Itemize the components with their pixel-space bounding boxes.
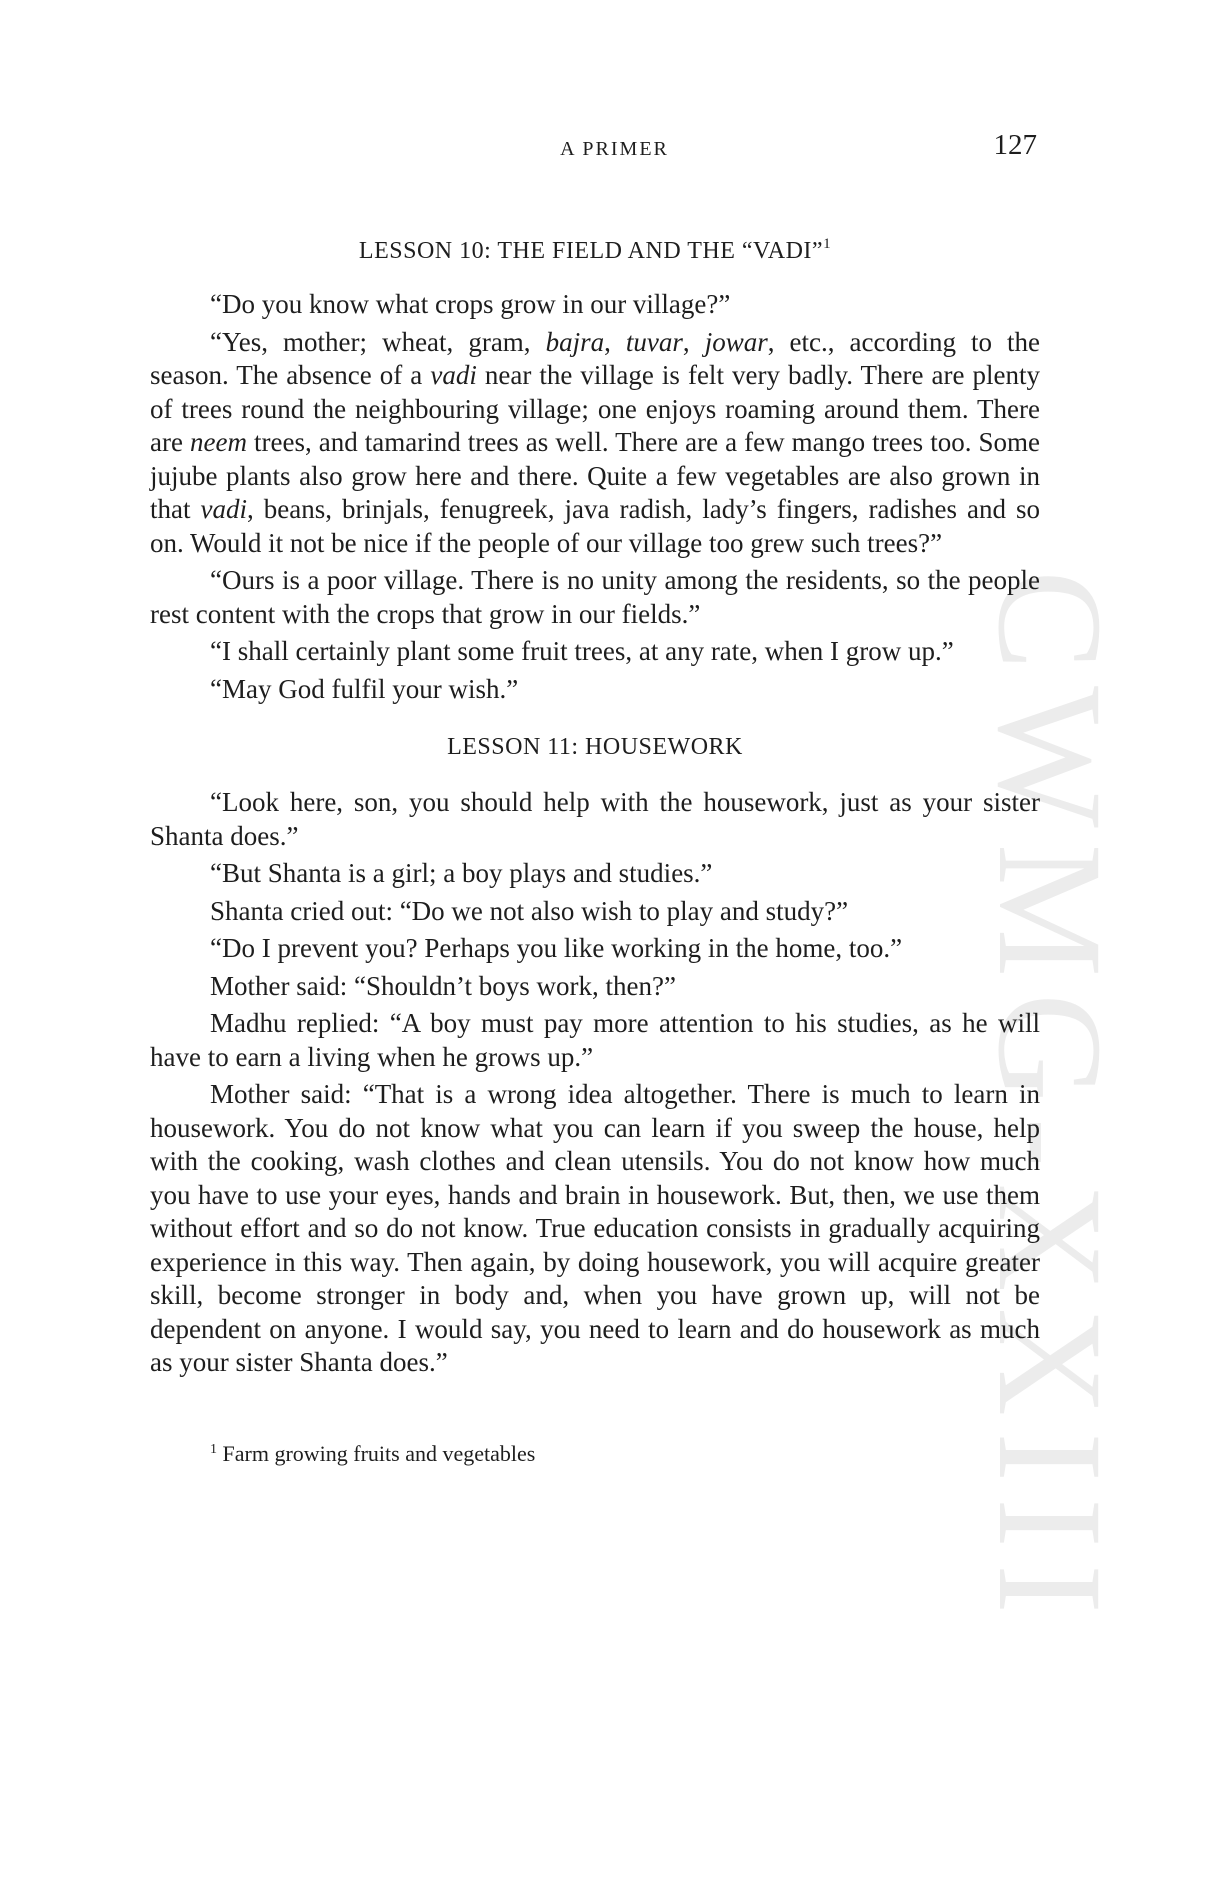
footnote-text: Farm growing fruits and vegetables (217, 1440, 536, 1466)
text-run: , (682, 326, 705, 357)
text-run: , beans, brinjals, fenugreek, java radish, lady’s fingers, radishes and so on. Would it not be nice if the people of our village too grew such trees?” (150, 494, 1040, 558)
paragraph: “Do I prevent you? Perhaps you like working in the home, too.” (210, 933, 903, 963)
italic-term: bajra (545, 326, 605, 357)
paragraph: “But Shanta is a girl; a boy plays and studies.” (210, 858, 713, 888)
paragraph: “Look here, son, you should help with the housework, just as your sister Shanta does.” (150, 787, 1040, 851)
text-run: , (604, 326, 626, 357)
lesson-11-heading: LESSON 11: HOUSEWORK (447, 734, 743, 760)
page-body (150, 236, 1040, 1468)
paragraph (150, 326, 1040, 561)
paragraph: Mother said: “That is a wrong idea altogether. There is much to learn in housework. You do not know what you can learn if you sweep the house, help with the cooking, wash clothes and clean utensils. You do not know how much you have to use your eyes, hands and brain in housework. But, then, we use them without effort and so do not know. True education consists in gradually acquiring experience in this way. Then again, by doing housework, you will acquire greater skill, become stronger in body and, when you have grown up, will not be dependent on anyone. I would say, you need to learn and do housework as much as your sister Shanta does.” (150, 1079, 1040, 1377)
paragraph: Shanta cried out: “Do we not also wish to play and study?” (210, 895, 849, 926)
paragraph: “Do you know what crops grow in our village?” (210, 289, 731, 319)
text-run: “Yes, mother; wheat, gram, (210, 326, 546, 357)
text-run: near the village is felt very badly. There are plenty of trees round the neighbouring village; one enjoys roaming around them. There are (150, 360, 1040, 457)
cwmg-watermark: CWMG-XXIII (967, 570, 1133, 1630)
paragraph: “May God fulfil your wish.” (210, 673, 519, 704)
paragraph: Mother said: “Shouldn’t boys work, then?” (210, 970, 676, 1001)
text-run: trees, and tamarind trees as well. There are a few mango trees too. Some jujube plants also grow here and there. Quite a few vegetables are also grown in that (150, 427, 1040, 524)
italic-term: tuvar (625, 326, 683, 357)
footnote (150, 1440, 1040, 1468)
paragraph: “I shall certainly plant some fruit trees, at any rate, when I grow up.” (210, 636, 954, 666)
footnote-mark: 1 (210, 1441, 217, 1457)
lesson-10-heading (150, 236, 1040, 266)
lesson-10-title: LESSON 10: THE FIELD AND THE “VADI” (358, 238, 824, 264)
footnote-reference: 1 (823, 236, 832, 252)
italic-term: vadi (200, 494, 248, 524)
running-header: A PRIMER (560, 138, 669, 160)
paragraph: “Ours is a poor village. There is no unity among the residents, so the people rest content with the crops that grow in our fields.” (150, 565, 1040, 629)
footnote-spacer (150, 1384, 1040, 1440)
italic-term: vadi (430, 360, 477, 390)
italic-term: neem (190, 427, 247, 457)
text-run: , etc., according to the season. The absence of a (150, 326, 1041, 390)
paragraph: Madhu replied: “A boy must pay more attention to his studies, as he will have to earn a living when he grows up.” (150, 1008, 1040, 1072)
page-number: 127 (993, 129, 1037, 161)
italic-term: jowar (704, 326, 768, 357)
